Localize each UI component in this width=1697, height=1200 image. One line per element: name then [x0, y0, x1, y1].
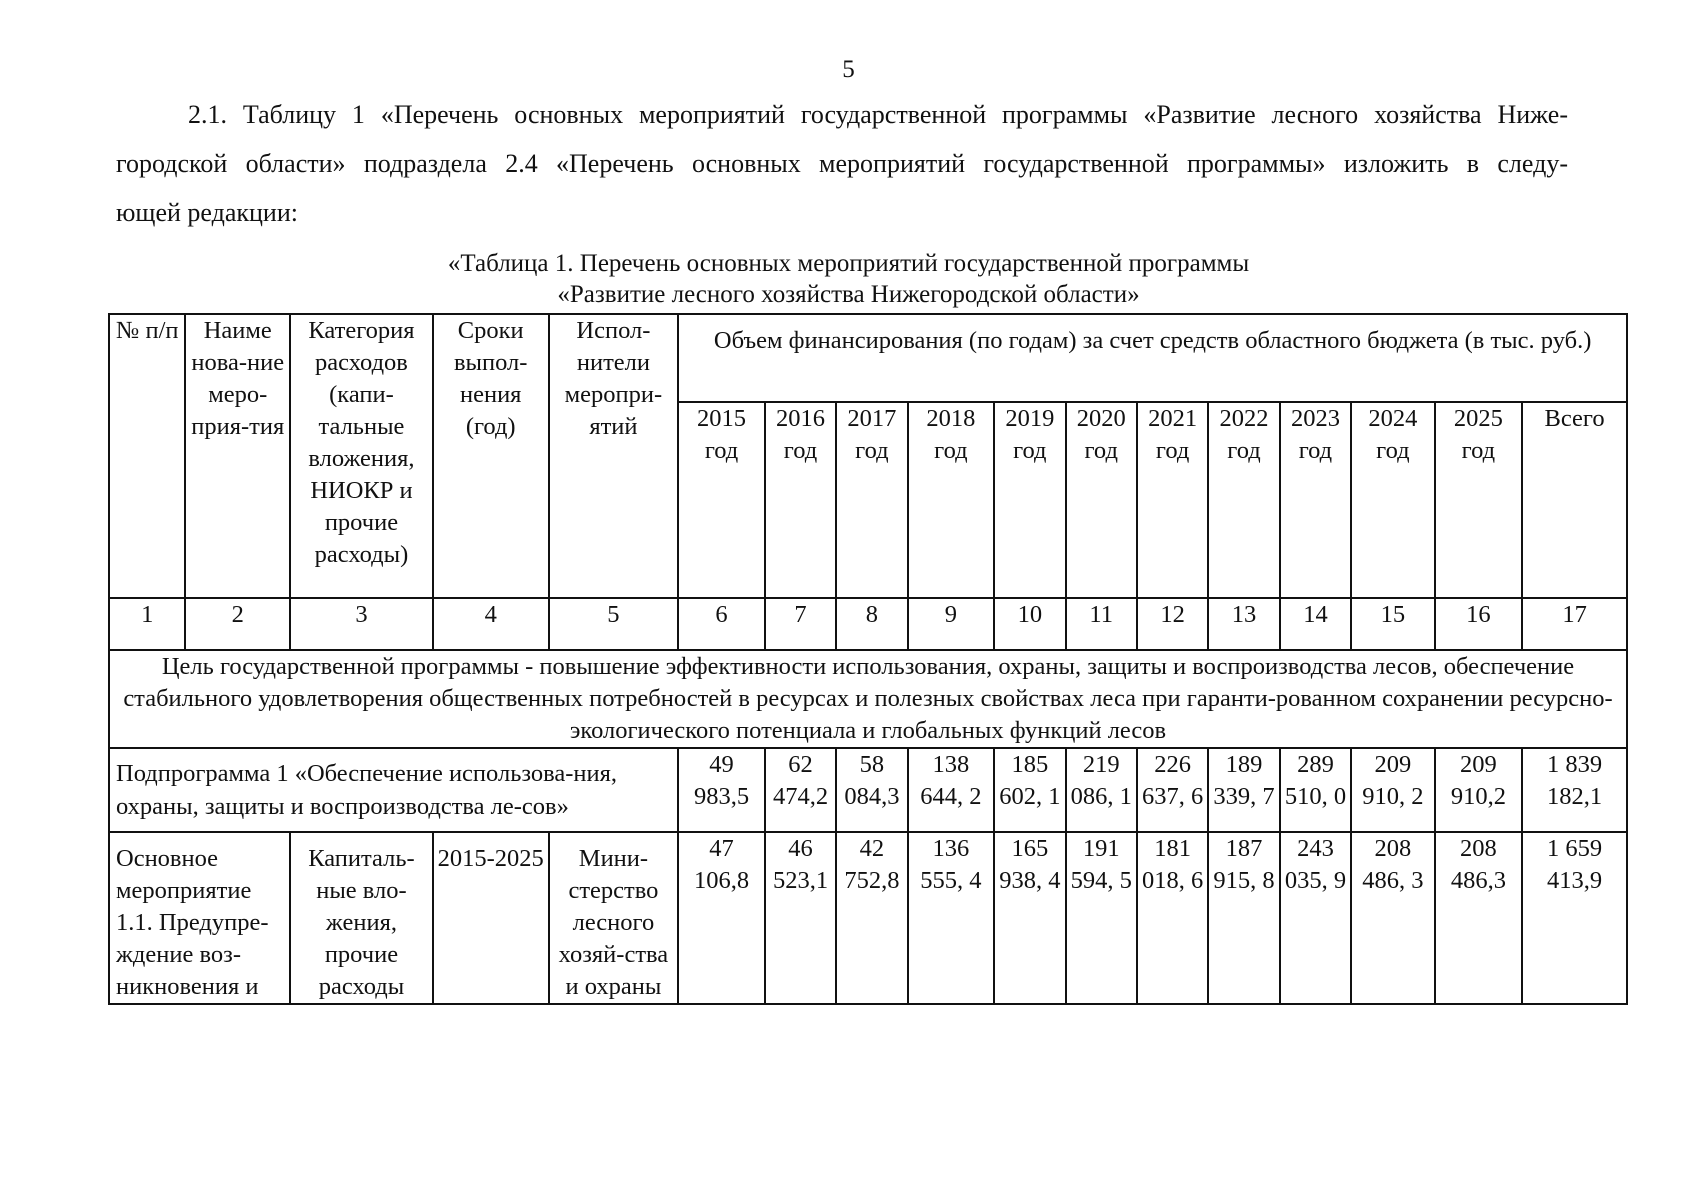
table-header-row	[109, 314, 1627, 402]
caption-line: «Таблица 1. Перечень основных мероприятий государственной программы	[447, 250, 1250, 277]
activity-value: 181 018, 6	[1137, 832, 1208, 1004]
header-year: 2020 год	[1066, 402, 1137, 598]
subprogram-value: 58 084,3	[836, 748, 907, 832]
header-category: Категория расходов (капи-тальные вложения, НИОКР и прочие расходы)	[290, 314, 433, 598]
caption-line: «Развитие лесного хозяйства Нижегородской области»	[557, 281, 1140, 308]
subprogram-name: Подпрограмма 1 «Обеспечение использова-ния, охраны, защиты и воспроизводства ле-сов»	[109, 748, 678, 832]
subprogram-value: 209 910, 2	[1351, 748, 1434, 832]
column-number: 3	[290, 598, 433, 650]
column-number: 12	[1137, 598, 1208, 650]
column-number-row	[109, 598, 1627, 650]
header-year: 2025 год	[1435, 402, 1523, 598]
activity-value: 191 594, 5	[1066, 832, 1137, 1004]
page-number: 5	[842, 56, 855, 83]
header-total: Всего	[1522, 402, 1627, 598]
activity-terms: 2015-2025	[433, 832, 549, 1004]
column-number: 2	[185, 598, 290, 650]
activity-executors: Мини-стерство лесного хозяй-ства и охраны	[549, 832, 679, 1004]
header-funding: Объем финансирования (по годам) за счет средств областного бюджета (в тыс. руб.)	[678, 314, 1627, 402]
column-number: 15	[1351, 598, 1434, 650]
activity-value: 208 486,3	[1435, 832, 1523, 1004]
intro-paragraph	[116, 90, 1568, 237]
header-year: 2024 год	[1351, 402, 1434, 598]
activity-value: 243 035, 9	[1280, 832, 1351, 1004]
activity-value: 136 555, 4	[908, 832, 995, 1004]
header-num: № п/п	[109, 314, 185, 598]
subprogram-value: 289 510, 0	[1280, 748, 1351, 832]
subprogram-value: 62 474,2	[765, 748, 836, 832]
goal-row	[109, 650, 1627, 748]
subprogram-value: 226 637, 6	[1137, 748, 1208, 832]
activity-value: 165 938, 4	[994, 832, 1065, 1004]
activity-value: 46 523,1	[765, 832, 836, 1004]
subprogram-value: 138 644, 2	[908, 748, 995, 832]
header-year: 2023 год	[1280, 402, 1351, 598]
column-number: 7	[765, 598, 836, 650]
column-number: 17	[1522, 598, 1627, 650]
activity-name: Основное мероприятие 1.1. Предупре-ждение воз-никновения и	[109, 832, 290, 1004]
column-number: 1	[109, 598, 185, 650]
intro-line: городской области» подраздела 2.4 «Перечень основных мероприятий государственной программы» изложить в следу-	[116, 149, 1568, 178]
subprogram-value: 189 339, 7	[1208, 748, 1279, 832]
subprogram-total: 1 839 182,1	[1522, 748, 1627, 832]
header-name: Наиме нова-ние меро-прия-тия	[185, 314, 290, 598]
table-caption	[0, 248, 1697, 310]
column-number: 14	[1280, 598, 1351, 650]
subprogram-row	[109, 748, 1627, 832]
activity-value: 42 752,8	[836, 832, 907, 1004]
column-number: 11	[1066, 598, 1137, 650]
intro-line: ющей редакции:	[116, 198, 298, 227]
activity-category: Капиталь-ные вло-жения, прочие расходы	[290, 832, 433, 1004]
header-year: 2017 год	[836, 402, 907, 598]
column-number: 10	[994, 598, 1065, 650]
column-number: 6	[678, 598, 765, 650]
goal-text: Цель государственной программы - повышение эффективности использования, охраны, защиты и воспроизводства лесов, обеспечение стабильного удовлетворения общественных потребностей в ресурсах и полезных свойствах леса при гаранти-рованном сохранении ресурсно-экологического потенциала и глобальных функций лесов	[109, 650, 1627, 748]
header-year: 2022 год	[1208, 402, 1279, 598]
header-year: 2015 год	[678, 402, 765, 598]
column-number: 13	[1208, 598, 1279, 650]
activity-value: 47 106,8	[678, 832, 765, 1004]
activity-total: 1 659 413,9	[1522, 832, 1627, 1004]
header-year: 2016 год	[765, 402, 836, 598]
subprogram-value: 209 910,2	[1435, 748, 1523, 832]
column-number: 8	[836, 598, 907, 650]
header-executors: Испол-нители меропри-ятий	[549, 314, 679, 598]
header-year: 2018 год	[908, 402, 995, 598]
activity-value: 187 915, 8	[1208, 832, 1279, 1004]
header-year: 2021 год	[1137, 402, 1208, 598]
subprogram-value: 219 086, 1	[1066, 748, 1137, 832]
column-number: 9	[908, 598, 995, 650]
header-terms: Сроки выпол-нения (год)	[433, 314, 549, 598]
intro-line: 2.1. Таблицу 1 «Перечень основных мероприятий государственной программы «Развитие лесного хозяйства Ниже-	[188, 100, 1568, 129]
column-number: 5	[549, 598, 679, 650]
header-year: 2019 год	[994, 402, 1065, 598]
column-number: 16	[1435, 598, 1523, 650]
column-number: 4	[433, 598, 549, 650]
activities-table	[108, 313, 1628, 1005]
activity-row	[109, 832, 1627, 1004]
subprogram-value: 49 983,5	[678, 748, 765, 832]
subprogram-value: 185 602, 1	[994, 748, 1065, 832]
activity-value: 208 486, 3	[1351, 832, 1434, 1004]
